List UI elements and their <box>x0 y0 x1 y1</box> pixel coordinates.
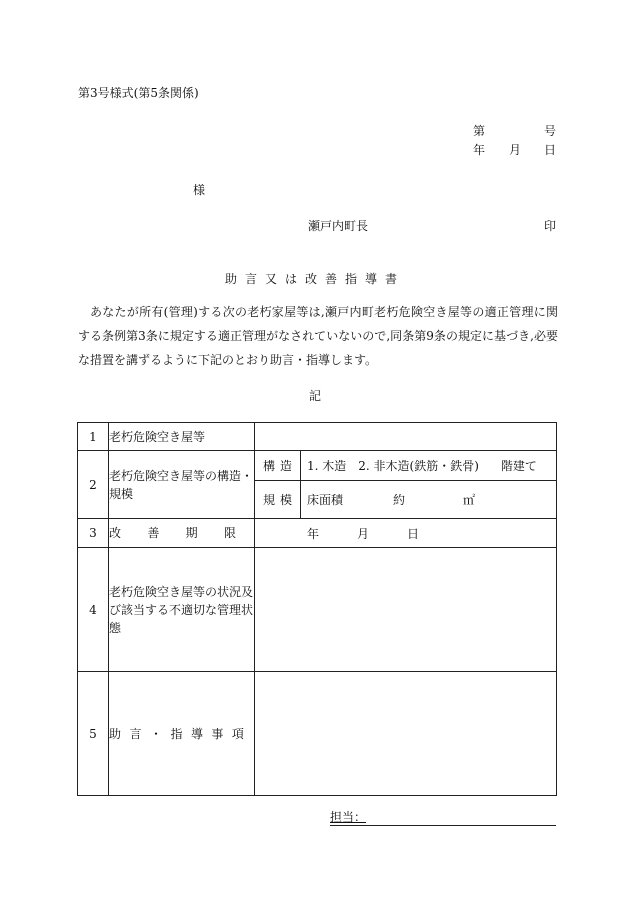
structure-value: 1. 木造 2. 非木造(鉄筋・鉄骨) 階建て <box>301 451 557 481</box>
person-in-charge: 担当： <box>330 808 556 826</box>
doc-number-suffix: 号 <box>544 124 557 138</box>
row-value <box>255 548 557 672</box>
issuer: 瀬戸内町長 <box>308 219 369 233</box>
scale-value <box>301 481 557 519</box>
date-month: 月 <box>509 143 522 157</box>
row-number: 2 <box>78 451 109 519</box>
row-label: 老朽危険空き屋等の状況及び該当する不適切な管理状態 <box>109 548 255 672</box>
row-label: 改 善 期 限 <box>109 519 255 548</box>
table-row <box>78 672 557 796</box>
row-number: 3 <box>78 519 109 548</box>
row-number: 5 <box>78 672 109 796</box>
table-row <box>78 519 557 548</box>
row-label: 老朽危険空き屋等の構造・規模 <box>109 451 255 519</box>
date-day: 日 <box>544 143 557 157</box>
deadline-value: 年 月 日 <box>255 519 557 548</box>
area-unit: ㎡ <box>463 493 476 507</box>
seal-mark: 印 <box>544 219 557 233</box>
date-year: 年 <box>473 143 486 157</box>
area-label: 床面積 <box>307 493 344 507</box>
body-text: あなたが所有(管理)する次の老朽家屋等は,瀬戸内町老朽危険空き屋等の適正管理に関する条例第3条に規定する適正管理がなされていないので,同条第9条の規定に基づき,必要な措置を講ずるように下記のとおり助言・指導します。 <box>78 305 558 367</box>
row-value <box>255 672 557 796</box>
row-value <box>255 423 557 451</box>
structure-label: 構 造 <box>255 451 301 481</box>
table-row <box>78 548 557 672</box>
ki-heading: 記 <box>308 389 321 403</box>
document-title: 助言又は改善指導書 <box>224 272 405 286</box>
row-number: 1 <box>78 423 109 451</box>
row-label: 老朽危険空き屋等 <box>109 423 255 451</box>
row-number: 4 <box>78 548 109 672</box>
table-row <box>78 451 557 481</box>
doc-number-prefix: 第 <box>473 124 486 138</box>
table-row <box>78 423 557 451</box>
scale-label: 規 模 <box>255 481 301 519</box>
detail-table <box>77 422 557 796</box>
addressee-suffix: 様 <box>193 183 206 197</box>
form-id: 第3号様式(第5条関係) <box>78 86 199 100</box>
row-label: 助 言 ・ 指 導 事 項 <box>109 672 255 796</box>
floors-suffix: 階建て <box>500 459 537 473</box>
area-approx: 約 <box>393 493 406 507</box>
